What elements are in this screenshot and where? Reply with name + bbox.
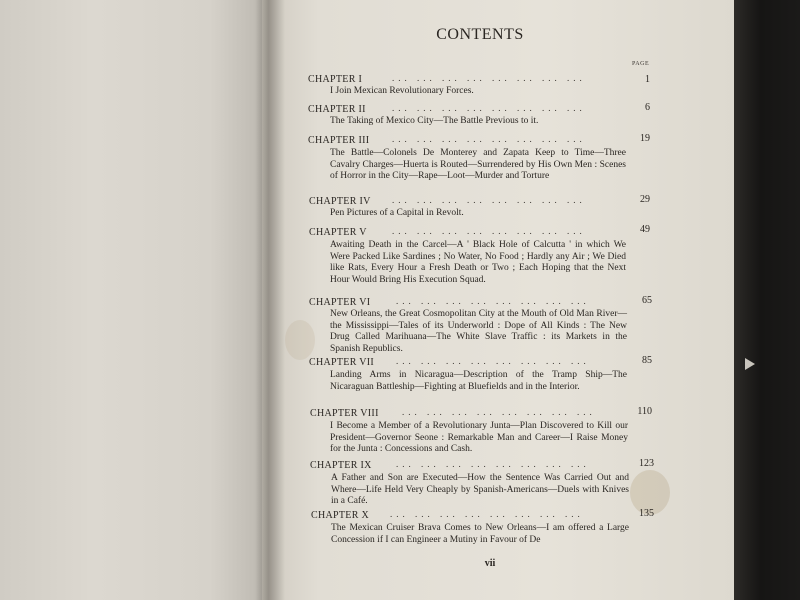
chapter-page-number: 85 — [642, 355, 652, 366]
chapter-description: The Battle—Colonels De Monterey and Zapata Keep to Time—Three Cavalry Charges—Huerta is Routed—Surrendered by His Own Men : Scenes of Horror in the City—Rape—Loot—Murder and Torture — [330, 148, 626, 182]
chapter-page-number: 29 — [640, 194, 650, 205]
chapter-heading: CHAPTER VIII — [310, 408, 379, 419]
chapter-description: I Join Mexican Revolutionary Forces. — [330, 86, 474, 96]
chapter-heading: CHAPTER III — [308, 135, 370, 146]
chapter-heading: CHAPTER IX — [310, 460, 372, 471]
left-page — [0, 0, 262, 600]
chapter-page-number: 110 — [637, 406, 652, 417]
leader-dots: ... ... ... ... ... ... ... ... — [402, 407, 596, 417]
leader-dots: ... ... ... ... ... ... ... ... — [392, 103, 586, 113]
chapter-description: A Father and Son are Executed—How the Sentence Was Carried Out and Where—Life Held Very Cheaply by Spanish-Americans—Duels with Knives in a Café. — [331, 473, 629, 507]
leader-dots: ... ... ... ... ... ... ... ... — [396, 356, 590, 366]
leader-dots: ... ... ... ... ... ... ... ... — [392, 73, 586, 83]
leader-dots: ... ... ... ... ... ... ... ... — [396, 459, 590, 469]
chapter-heading: CHAPTER V — [309, 227, 367, 238]
chapter-heading: CHAPTER X — [311, 510, 369, 521]
chapter-page-number: 49 — [640, 224, 650, 235]
leader-dots: ... ... ... ... ... ... ... ... — [392, 195, 586, 205]
paper-stain — [285, 320, 315, 360]
chapter-heading: CHAPTER VII — [309, 357, 375, 368]
leader-dots: ... ... ... ... ... ... ... ... — [392, 134, 586, 144]
chapter-heading: CHAPTER IV — [309, 196, 371, 207]
book-gutter — [255, 0, 285, 600]
chapter-description: The Mexican Cruiser Brava Comes to New Orleans—I am offered a Large Concession if I can Engineer a Mutiny in Favour of De — [331, 523, 629, 545]
chapter-description: The Taking of Mexico City—The Battle Previous to it. — [330, 116, 539, 126]
chapter-page-number: 65 — [642, 295, 652, 306]
chapter-description: Landing Arms in Nicaragua—Description of the Tramp Ship—The Nicaraguan Battleship—Fighting at Bluefields and in the Interior. — [330, 370, 627, 392]
chapter-description: New Orleans, the Great Cosmopolitan City at the Mouth of Old Man River—the Mississippi—Tales of its Underworld : Dope of All Kinds : The New Drug Called Marihuana—The White Slave Traffic : its Markets in the Spanish Republics. — [330, 309, 627, 354]
leader-dots: ... ... ... ... ... ... ... ... — [392, 226, 586, 236]
chapter-page-number: 19 — [640, 133, 650, 144]
page-corner-icon — [745, 358, 755, 370]
chapter-page-number: 135 — [639, 508, 654, 519]
chapter-description: Pen Pictures of a Capital in Revolt. — [330, 208, 464, 218]
chapter-description: Awaiting Death in the Carcel—A ' Black Hole of Calcutta ' in which We Were Packed Like Sardines ; No Water, No Food ; Hardly any Air ; We Died like Rats, Every Hour a Fresh Death or Two ; Each Hoping that the Next Hour Would Bring His Execution Squad. — [330, 240, 626, 285]
chapter-page-number: 1 — [645, 74, 650, 85]
chapter-heading: CHAPTER II — [308, 104, 366, 115]
leader-dots: ... ... ... ... ... ... ... ... — [390, 509, 584, 519]
chapter-page-number: 123 — [639, 458, 654, 469]
chapter-description: I Become a Member of a Revolutionary Junta—Plan Discovered to Kill our President—Governor Seone : Remarkable Man and Career—I Raise Money for the Junta : Concessions and Cash. — [330, 421, 628, 455]
book-edge-background — [734, 0, 800, 600]
page-folio: vii — [484, 558, 496, 569]
chapter-heading: CHAPTER I — [308, 74, 363, 85]
chapter-heading: CHAPTER VI — [309, 297, 371, 308]
page-column-label: PAGE — [632, 61, 650, 67]
contents-title: CONTENTS — [436, 26, 524, 43]
chapter-page-number: 6 — [645, 102, 650, 113]
leader-dots: ... ... ... ... ... ... ... ... — [396, 296, 590, 306]
